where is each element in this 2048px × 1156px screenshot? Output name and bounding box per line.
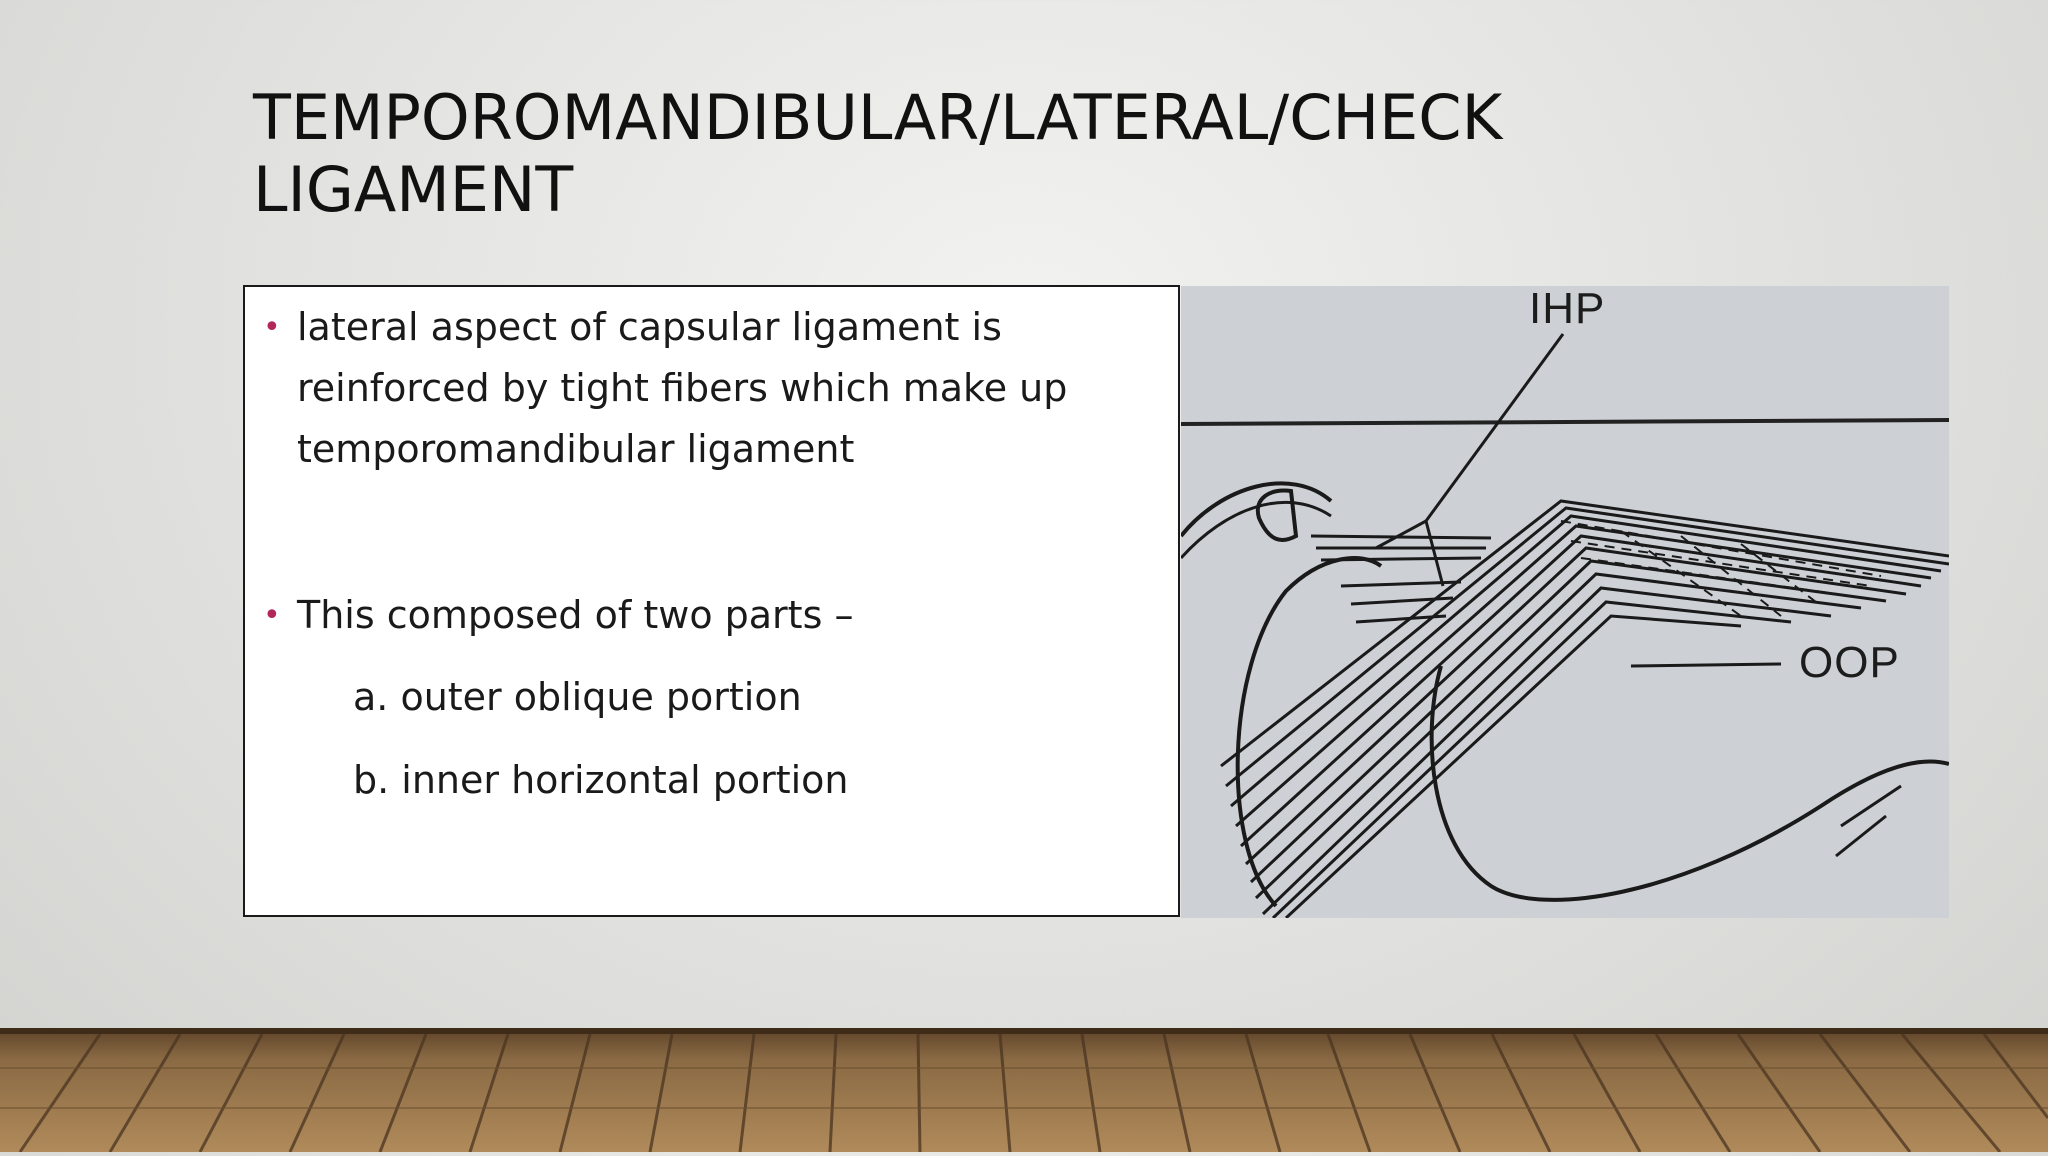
bullet-text — [297, 585, 1117, 646]
slide-title — [253, 82, 1753, 226]
sub-item-b: b. inner horizontal portion — [353, 758, 849, 802]
wood-floor — [0, 1028, 2048, 1152]
label-oop: OOP — [1799, 638, 1900, 687]
title-line-2: LIGAMENT — [253, 153, 574, 226]
bullet-dot-icon: • — [263, 598, 281, 633]
ligament-illustration — [1181, 286, 1949, 918]
ligament-drawing — [1181, 286, 1949, 918]
bullet-dot-icon: • — [263, 310, 281, 345]
label-ihp: IHP — [1529, 286, 1606, 333]
sub-item-a: a. outer oblique portion — [353, 675, 802, 719]
bullet-line: temporomandibular ligament — [297, 427, 855, 471]
bullet-text — [297, 297, 1117, 480]
bullet-line: lateral aspect of capsular ligament is — [297, 305, 1002, 349]
bullet-line: This composed of two parts – — [297, 593, 854, 637]
title-line-1: TEMPOROMANDIBULAR/LATERAL/CHECK — [253, 81, 1503, 154]
wood-floor-texture — [0, 1028, 2048, 1152]
content-textbox — [243, 285, 1180, 917]
bullet-line: reinforced by tight fibers which make up — [297, 366, 1068, 410]
